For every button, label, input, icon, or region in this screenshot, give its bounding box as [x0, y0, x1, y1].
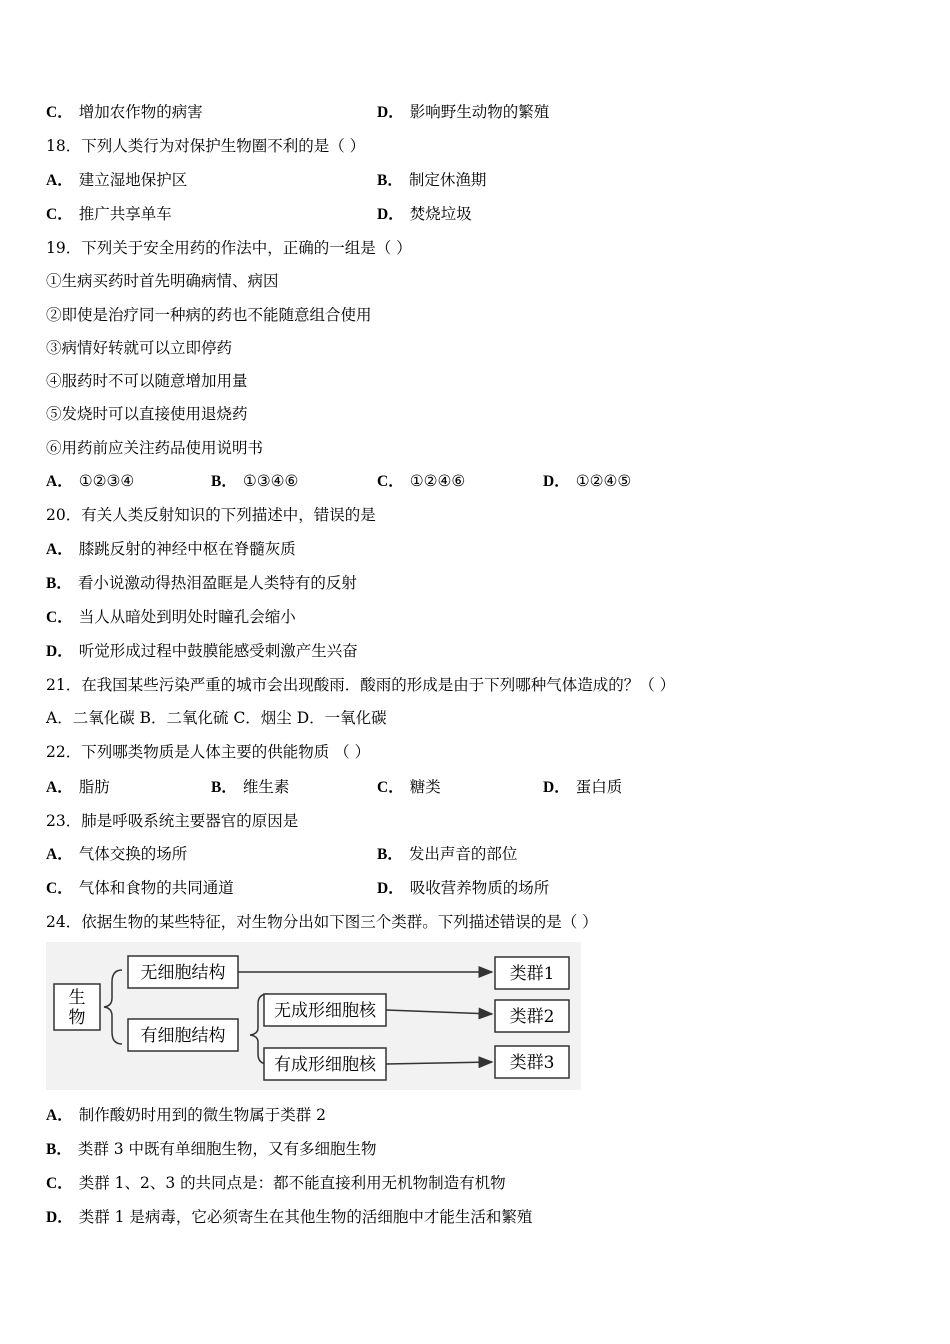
option-label: A．: [46, 846, 73, 863]
option-label: D．: [377, 206, 404, 223]
option-label: B．: [377, 846, 403, 863]
q20-option-c: [46, 607, 296, 628]
option-text: ①②④⑤: [575, 472, 632, 490]
option-label: C．: [46, 1175, 73, 1192]
option-text: 气体和食物的共同通道: [78, 879, 234, 897]
option-label: C．: [46, 104, 73, 121]
q23-option-b: [377, 844, 517, 865]
no-nucleus-label: 无成形细胞核: [274, 1001, 376, 1021]
option-label: C．: [46, 206, 73, 223]
q24-option-b: [46, 1139, 377, 1160]
has-nucleus-label: 有成形细胞核: [274, 1055, 376, 1075]
q20-option-b: [46, 573, 357, 594]
option-text: ①②③④: [78, 472, 135, 490]
option-text: ①②④⑥: [409, 472, 466, 490]
root-label-line2: 物: [68, 1008, 86, 1028]
q23-option-a: [46, 844, 187, 865]
group1-label: 类群1: [509, 964, 555, 984]
q24-stem: 24．依据生物的某些特征，对生物分出如下图三个类群。下列描述错误的是（ ）: [46, 913, 598, 931]
option-text: 听觉形成过程中鼓膜能感受刺激产生兴奋: [78, 642, 358, 660]
q24-option-a: [46, 1105, 326, 1126]
option-text: 当人从暗处到明处时瞳孔会缩小: [78, 608, 296, 626]
option-text: 建立湿地保护区: [78, 171, 188, 189]
option-text: 增加农作物的病害: [78, 103, 203, 121]
q19-item: ⑥用药前应关注药品使用说明书: [46, 439, 264, 457]
option-text: 气体交换的场所: [78, 845, 188, 863]
option-label: B．: [211, 473, 237, 490]
q18-stem: 18．下列人类行为对保护生物圈不利的是（ ）: [46, 137, 366, 155]
option-label: B．: [46, 1141, 72, 1158]
q20-option-a: [46, 539, 296, 560]
q22-option-b: [211, 777, 289, 798]
q20-stem: 20．有关人类反射知识的下列描述中，错误的是: [46, 506, 376, 524]
q19-item: ③病情好转就可以立即停药: [46, 339, 233, 357]
q21-options: A．二氧化碳 B．二氧化硫 C．烟尘 D．一氧化碳: [46, 709, 387, 727]
option-text: 发出声音的部位: [408, 845, 518, 863]
q18-option-b: [377, 170, 486, 191]
option-text: 推广共享单车: [78, 205, 172, 223]
option-text: 类群 1 是病毒，它必须寄生在其他生物的活细胞中才能生活和繁殖: [78, 1208, 533, 1226]
option-text: 制定休渔期: [408, 171, 487, 189]
option-text: 影响野生动物的繁殖: [409, 103, 550, 121]
classification-diagram-svg: [46, 942, 581, 1090]
q19-stem: 19．下列关于安全用药的作法中，正确的一组是（ ）: [46, 239, 412, 257]
q17-option-d: [377, 102, 549, 123]
q19-item: ①生病买药时首先明确病情、病因: [46, 272, 279, 290]
arrow-to-group3: [386, 1062, 492, 1064]
q22-stem: 22．下列哪类物质是人体主要的供能物质 （ ）: [46, 743, 371, 761]
brace-root: [104, 970, 122, 1044]
option-label: C．: [46, 880, 73, 897]
option-text: 类群 1、2、3 的共同点是：都不能直接利用无机物制造有机物: [78, 1174, 506, 1192]
q23-option-d: [377, 878, 549, 899]
option-label: B．: [377, 172, 403, 189]
option-text: 膝跳反射的神经中枢在脊髓灰质: [78, 540, 296, 558]
group3-label: 类群3: [509, 1053, 555, 1073]
has-cell-label: 有细胞结构: [140, 1026, 226, 1046]
option-label: B．: [211, 779, 237, 796]
option-label: D．: [543, 473, 570, 490]
option-text: 糖类: [409, 778, 441, 796]
option-label: A．: [46, 172, 73, 189]
q19-option-d: [543, 471, 631, 492]
option-label: D．: [543, 779, 570, 796]
option-label: C．: [46, 609, 73, 626]
q23-stem: 23．肺是呼吸系统主要器官的原因是: [46, 812, 299, 830]
q22-option-d: [543, 777, 622, 798]
q24-option-c: [46, 1173, 506, 1194]
option-label: C．: [377, 779, 404, 796]
option-text: 类群 3 中既有单细胞生物，又有多细胞生物: [77, 1140, 377, 1158]
q22-option-a: [46, 777, 110, 798]
option-text: 焚烧垃圾: [409, 205, 472, 223]
no-cell-label: 无细胞结构: [140, 963, 226, 983]
option-label: D．: [377, 880, 404, 897]
q19-option-c: [377, 471, 465, 492]
option-label: C．: [377, 473, 404, 490]
option-label: D．: [46, 1209, 73, 1226]
option-label: A．: [46, 779, 73, 796]
option-label: A．: [46, 1107, 73, 1124]
q22-option-c: [377, 777, 441, 798]
q23-option-c: [46, 878, 234, 899]
q17-option-c: [46, 102, 203, 123]
option-text: 制作酸奶时用到的微生物属于类群 2: [78, 1106, 326, 1124]
option-text: ①③④⑥: [242, 472, 299, 490]
option-label: D．: [46, 643, 73, 660]
q19-item: ④服药时不可以随意增加用量: [46, 372, 248, 390]
option-text: 脂肪: [78, 778, 110, 796]
q19-item: ⑤发烧时可以直接使用退烧药: [46, 405, 248, 423]
q18-option-c: [46, 204, 172, 225]
q20-option-d: [46, 641, 358, 662]
option-label: D．: [377, 104, 404, 121]
option-label: B．: [46, 575, 72, 592]
q19-item: ②即使是治疗同一种病的药也不能随意组合使用: [46, 306, 372, 324]
option-text: 维生素: [242, 778, 290, 796]
arrow-to-group2: [386, 1010, 492, 1014]
classification-diagram: [46, 942, 581, 1090]
q18-option-d: [377, 204, 472, 225]
group2-label: 类群2: [509, 1007, 555, 1027]
option-text: 蛋白质: [575, 778, 623, 796]
option-label: A．: [46, 473, 73, 490]
q19-option-a: [46, 471, 134, 492]
q19-option-b: [211, 471, 298, 492]
q18-option-a: [46, 170, 187, 191]
q24-option-d: [46, 1207, 532, 1228]
option-text: 吸收营养物质的场所: [409, 879, 550, 897]
option-text: 看小说激动得热泪盈眶是人类特有的反射: [77, 574, 357, 592]
root-label-line1: 生: [68, 988, 86, 1008]
option-label: A．: [46, 541, 73, 558]
q21-stem: 21．在我国某些污染严重的城市会出现酸雨．酸雨的形成是由于下列哪种气体造成的？（ ）: [46, 676, 676, 694]
